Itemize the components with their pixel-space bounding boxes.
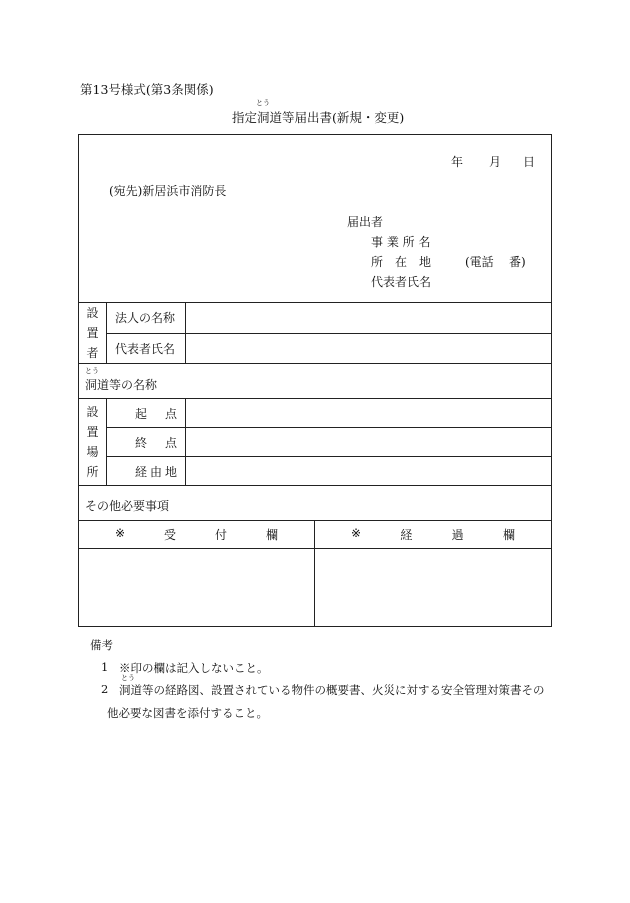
addressee: (宛先)新居浜市消防長 [109, 184, 227, 198]
form-number: 第13号様式(第3条関係) [80, 82, 214, 97]
office-name-label: 事 業 所 名 [371, 235, 431, 249]
rep-name-field[interactable] [186, 333, 552, 364]
tunnel-name-label: 洞道等の名称 [85, 378, 158, 392]
tunnel-name-ruby: とう [85, 367, 99, 375]
installer-group-label: 設 置 者 [79, 303, 107, 364]
other-items-label: その他必要事項 [85, 499, 170, 513]
representative-label: 代表者氏名 [371, 275, 432, 289]
rep-name-label: 代表者氏名 [107, 333, 186, 364]
corp-name-label: 法人の名称 [107, 303, 186, 334]
date-day: 日 [523, 155, 536, 169]
location-label: 所 在 地 [371, 255, 432, 269]
applicant-block [79, 135, 552, 303]
reception-column-header: ※ 受 付 欄 [79, 521, 315, 549]
notification-form-table [78, 134, 552, 627]
notifier-label: 届出者 [347, 215, 384, 229]
note-1-number: 1 [101, 660, 109, 674]
progress-field[interactable] [315, 549, 552, 627]
other-items-field[interactable] [79, 486, 552, 521]
start-point-field[interactable] [186, 399, 552, 428]
corp-name-field[interactable] [186, 303, 552, 334]
phone-label: (電話 [465, 255, 494, 269]
phone-suffix: 番) [509, 255, 526, 269]
note-2-text: 洞道等の経路図、設置されている物件の概要書、火災に対する安全管理対策書その [119, 683, 545, 697]
page-title: 指定洞道等届出書(新規・変更) [232, 110, 405, 125]
progress-column-header: ※ 経 過 欄 [315, 521, 552, 549]
via-point-label: 経 由 地 [107, 457, 186, 486]
end-point-label: 終 点 [107, 428, 186, 457]
via-point-field[interactable] [186, 457, 552, 486]
end-point-field[interactable] [186, 428, 552, 457]
note-1-text: ※印の欄は記入しないこと。 [119, 661, 269, 675]
install-place-group-label: 設 置 場 所 [79, 399, 107, 486]
start-point-label: 起 点 [107, 399, 186, 428]
note-2-number: 2 [101, 682, 109, 696]
title-ruby: とう [256, 99, 270, 107]
tunnel-name-field[interactable] [79, 364, 552, 399]
date-year: 年 [451, 155, 464, 169]
note-2-ruby: とう [121, 674, 135, 682]
reception-field[interactable] [79, 549, 315, 627]
notes-heading: 備考 [90, 638, 113, 652]
note-2-continuation: 他必要な図書を添付すること。 [107, 706, 268, 720]
date-month: 月 [489, 155, 502, 169]
